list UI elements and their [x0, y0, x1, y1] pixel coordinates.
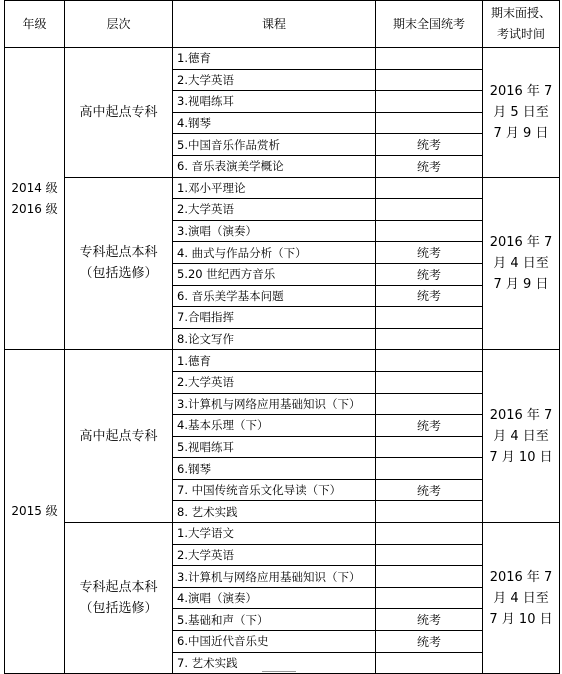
course-row [5, 523, 560, 545]
level-label: 专科起点本科 [79, 245, 158, 261]
course-name: 2.大学英语 [173, 199, 376, 221]
exam-type [376, 501, 483, 523]
course-name: 8.论文写作 [173, 328, 376, 350]
exam-time-line: 2016 年 7 [489, 234, 553, 250]
exam-type: 统考 [376, 263, 483, 285]
level-label: 专科起点本科 [79, 580, 158, 596]
course-name: 7. 艺术实践 [173, 652, 376, 674]
header-time-line: 期末面授、 [490, 6, 551, 20]
exam-type: 统考 [376, 415, 483, 437]
exam-type [376, 220, 483, 242]
course-name: 3.演唱（演奏） [173, 220, 376, 242]
course-name: 2.大学英语 [173, 69, 376, 91]
exam-time-line: 7 月 10 日 [489, 611, 553, 627]
course-name: 1.邓小平理论 [173, 177, 376, 199]
exam-time-line: 月 4 日至 [493, 255, 549, 271]
exam-type [376, 350, 483, 372]
exam-time-line: 2016 年 7 [489, 83, 553, 99]
level-label: （包括选修） [79, 601, 158, 617]
header-course: 课程 [173, 1, 376, 48]
exam-time-line: 7 月 9 日 [493, 276, 549, 292]
exam-time-line: 2016 年 7 [489, 569, 553, 585]
course-name: 6.钢琴 [173, 458, 376, 480]
course-name: 7. 中国传统音乐文化导读（下） [173, 479, 376, 501]
exam-type [376, 112, 483, 134]
year-label: 2014 级 [11, 180, 58, 195]
exam-type: 统考 [376, 631, 483, 653]
header-time-line: 考试时间 [496, 27, 545, 41]
schedule-body [5, 48, 560, 674]
course-name: 3.视唱练耳 [173, 91, 376, 113]
exam-time-cell [483, 177, 560, 350]
level-label: （包括选修） [79, 266, 158, 282]
course-name: 3.计算机与网络应用基础知识（下） [173, 566, 376, 588]
course-name: 8. 艺术实践 [173, 501, 376, 523]
course-name: 1.大学语文 [173, 523, 376, 545]
exam-type [376, 177, 483, 199]
year-label: 2015 级 [11, 504, 58, 519]
exam-type [376, 393, 483, 415]
schedule-table [4, 0, 560, 674]
course-name: 6.中国近代音乐史 [173, 631, 376, 653]
exam-type [376, 587, 483, 609]
exam-type [376, 371, 483, 393]
exam-type: 统考 [376, 479, 483, 501]
exam-type [376, 328, 483, 350]
course-name: 2.大学英语 [173, 371, 376, 393]
exam-type [376, 652, 483, 674]
exam-time-cell [483, 48, 560, 178]
course-name: 4.演唱（演奏） [173, 587, 376, 609]
level-cell [65, 177, 173, 350]
exam-type [376, 544, 483, 566]
course-name: 1.德育 [173, 350, 376, 372]
course-name: 6. 音乐美学基本问题 [173, 285, 376, 307]
exam-time-line: 月 4 日至 [493, 590, 549, 606]
course-name: 4. 曲式与作品分析（下） [173, 242, 376, 264]
course-name: 5.中国音乐作品赏析 [173, 134, 376, 156]
exam-time-line: 月 5 日至 [493, 104, 549, 120]
exam-type: 统考 [376, 242, 483, 264]
course-name: 5.20 世纪西方音乐 [173, 263, 376, 285]
exam-type: 统考 [376, 155, 483, 177]
exam-time-line: 7 月 10 日 [489, 449, 553, 465]
year-cell [5, 48, 65, 350]
exam-type [376, 307, 483, 329]
course-name: 1.德育 [173, 48, 376, 70]
header-row [5, 1, 560, 48]
course-name: 4.基本乐理（下） [173, 415, 376, 437]
course-row [5, 177, 560, 199]
course-row [5, 48, 560, 70]
exam-time-line: 月 4 日至 [493, 428, 549, 444]
level-label: 高中起点专科 [79, 428, 158, 444]
level-cell [65, 350, 173, 523]
exam-type [376, 48, 483, 70]
level-cell [65, 523, 173, 674]
course-name: 3.计算机与网络应用基础知识（下） [173, 393, 376, 415]
bottom-mark [262, 671, 296, 672]
year-label: 2016 级 [11, 201, 58, 216]
course-name: 7.合唱指挥 [173, 307, 376, 329]
year-cell [5, 350, 65, 674]
exam-type [376, 91, 483, 113]
exam-type [376, 436, 483, 458]
exam-time-line: 7 月 9 日 [493, 125, 549, 141]
level-label: 高中起点专科 [79, 104, 158, 120]
exam-time-cell [483, 523, 560, 674]
header-level: 层次 [65, 1, 173, 48]
exam-type [376, 199, 483, 221]
course-name: 6. 音乐表演美学概论 [173, 155, 376, 177]
exam-type: 统考 [376, 609, 483, 631]
course-name: 5.基础和声（下） [173, 609, 376, 631]
exam-type: 统考 [376, 134, 483, 156]
header-time [483, 1, 560, 48]
header-exam: 期末全国统考 [376, 1, 483, 48]
course-name: 4.钢琴 [173, 112, 376, 134]
exam-type [376, 566, 483, 588]
course-row [5, 350, 560, 372]
exam-type [376, 69, 483, 91]
level-cell [65, 48, 173, 178]
exam-time-line: 2016 年 7 [489, 407, 553, 423]
exam-type [376, 458, 483, 480]
course-name: 5.视唱练耳 [173, 436, 376, 458]
exam-type: 统考 [376, 285, 483, 307]
exam-type [376, 523, 483, 545]
header-year: 年级 [5, 1, 65, 48]
course-name: 2.大学英语 [173, 544, 376, 566]
exam-time-cell [483, 350, 560, 523]
